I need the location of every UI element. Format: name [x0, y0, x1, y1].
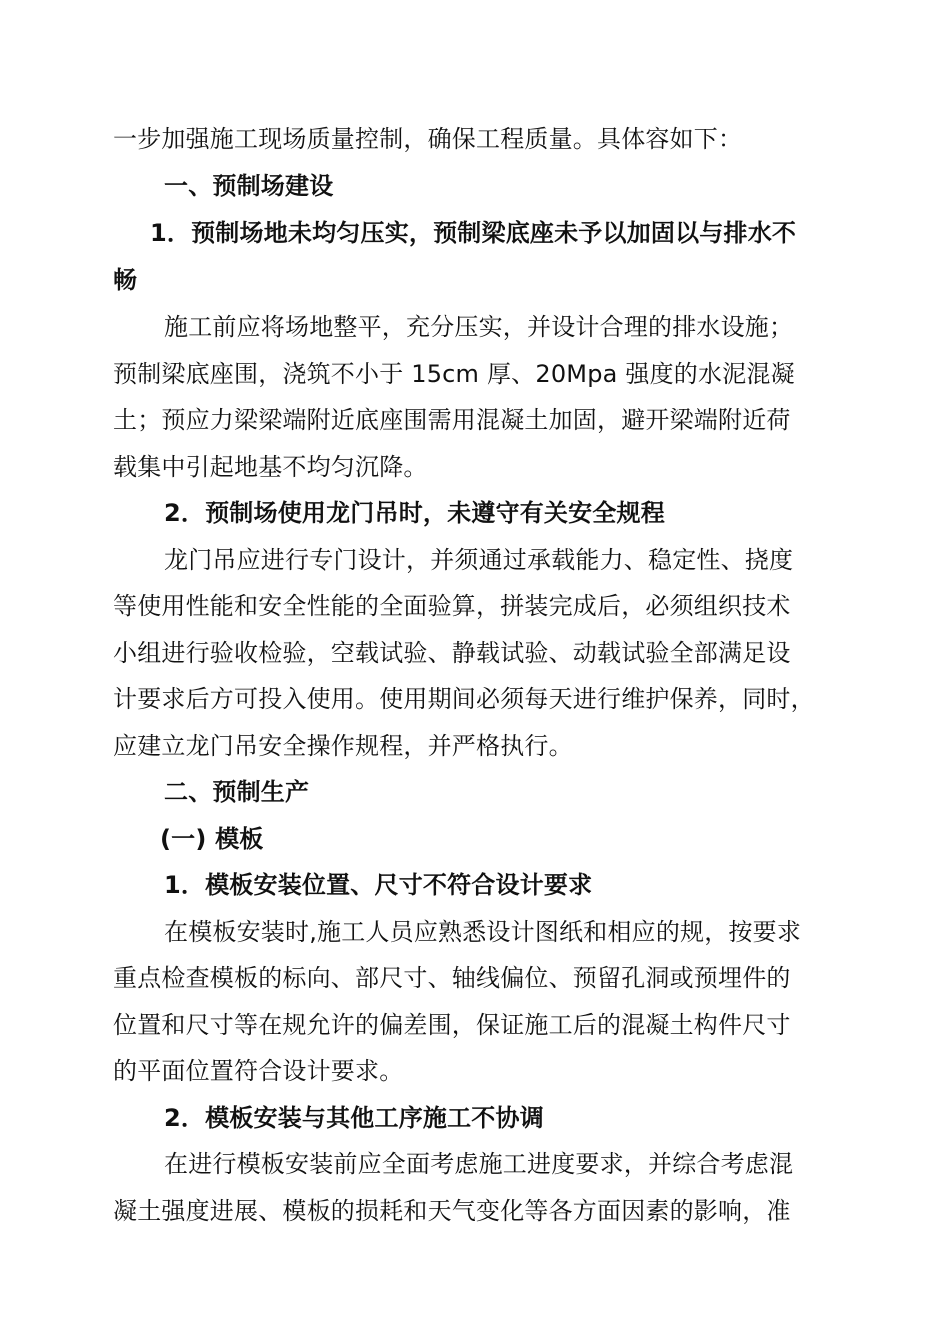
body-text-line: 重点检查模板的标向、部尺寸、轴线偏位、预留孔洞或预埋件的	[113, 964, 791, 992]
body-text-line: 应建立龙门吊安全操作规程，并严格执行。	[113, 732, 573, 760]
subsection-heading: (一) 模板	[160, 825, 264, 853]
body-text-line: 计要求后方可投入使用。使用期间必须每天进行维护保养，同时，	[113, 685, 815, 713]
body-text-line: 一步加强施工现场质量控制，确保工程质量。具体容如下：	[113, 125, 743, 153]
subsection-heading: 2．预制场使用龙门吊时，未遵守有关安全规程	[164, 499, 665, 527]
paragraph-first-line: 在进行模板安装前应全面考虑施工进度要求，并综合考虑混	[164, 1150, 794, 1178]
subsection-heading: 1．预制场地未均匀压实，预制梁底座未予以加固以与排水不	[150, 219, 797, 247]
section-heading: 一、预制场建设	[164, 172, 334, 200]
body-text-line: 等使用性能和安全性能的全面验算，拼装完成后，必须组织技术	[113, 592, 791, 620]
subsection-heading: 2．模板安装与其他工序施工不协调	[164, 1104, 544, 1132]
paragraph-first-line: 施工前应将场地整平，充分压实，并设计合理的排水设施；	[164, 313, 794, 341]
body-text-line: 小组进行验收检验，空载试验、静载试验、动载试验全部满足设	[113, 639, 791, 667]
body-text-line: 预制梁底座围，浇筑不小于 15cm 厚、20Mpa 强度的水泥混凝	[113, 360, 795, 388]
paragraph-first-line: 龙门吊应进行专门设计，并须通过承载能力、稳定性、挠度	[164, 546, 794, 574]
body-text-line: 凝土强度进展、模板的损耗和天气变化等各方面因素的影响，准	[113, 1197, 791, 1225]
paragraph-first-line: 在模板安装时,施工人员应熟悉设计图纸和相应的规，按要求	[164, 918, 802, 946]
body-text-line: 载集中引起地基不均匀沉降。	[113, 453, 428, 481]
subsection-heading-continued: 畅	[113, 266, 138, 294]
body-text-line: 的平面位置符合设计要求。	[113, 1057, 404, 1085]
body-text-line: 土；预应力梁梁端附近底座围需用混凝土加固，避开梁端附近荷	[113, 406, 791, 434]
section-heading: 二、预制生产	[164, 778, 310, 806]
subsection-heading: 1．模板安装位置、尺寸不符合设计要求	[164, 871, 593, 899]
body-text-line: 位置和尺寸等在规允许的偏差围，保证施工后的混凝土构件尺寸	[113, 1011, 791, 1039]
